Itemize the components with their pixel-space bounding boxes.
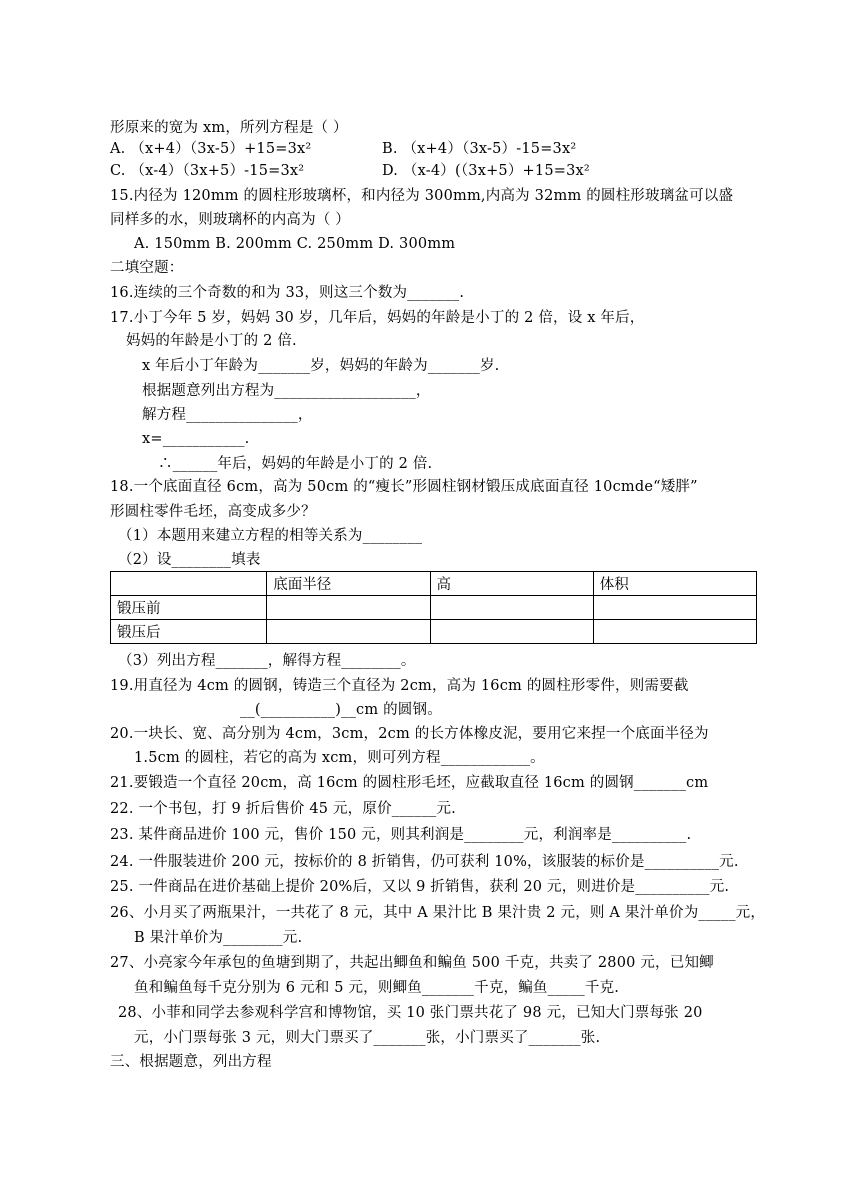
question-19-cont: __(__________)__cm 的圆钢。 [240, 702, 442, 718]
table-cell: 锻压前 [111, 596, 267, 620]
question-18: 18.一个底面直径 6cm，高为 50cm 的“瘦长”形圆柱钢材锻压成底面直径 10cmde“矮胖” [110, 479, 698, 495]
question-21: 21.要锻造一个直径 20cm，高 16cm 的圆柱形毛坯，应截取直径 16cm 的圆钢_______cm [110, 775, 709, 791]
question-27: 27、小亮家今年承包的鱼塘到期了，共起出鲫鱼和鳊鱼 500 千克，共卖了 2800 元，已知鲫 [110, 955, 714, 971]
question-26-cont: B 果汁单价为________元. [134, 930, 303, 946]
table-header-cell: 高 [430, 572, 593, 596]
question-17-ages: x 年后小丁年龄为_______岁，妈妈的年龄为_______岁. [142, 358, 500, 374]
choice-c: C. （x-4）（3x+5）-15=3x² [110, 163, 305, 179]
table-cell [267, 596, 430, 620]
question-18-part2: （2）设________填表 [118, 552, 261, 568]
table-header-cell: 底面半径 [267, 572, 430, 596]
question-24: 24. 一件服装进价 200 元，按标价的 8 折销售，仍可获利 10%，该服装的标价是__________元. [110, 854, 739, 870]
question-27-cont: 鱼和鳊鱼每千克分别为 6 元和 5 元，则鲫鱼_______千克，鳊鱼_____千克. [134, 980, 620, 996]
question-22: 22. 一个书包，打 9 折后售价 45 元，原价______元. [110, 801, 456, 817]
question-28-cont: 元，小门票每张 3 元，则大门票买了_______张，小门票买了_______张. [134, 1030, 601, 1046]
section-heading-2: 二填空题： [110, 260, 184, 276]
question-25: 25. 一件商品在进价基础上提价 20%后，又以 9 折销售，获利 20 元，则进价是__________元. [110, 879, 730, 895]
question-20-cont: 1.5cm 的圆柱，若它的高为 xcm，则可列方程____________。 [134, 750, 545, 766]
table-cell [430, 620, 593, 644]
question-15: 15.内径为 120mm 的圆柱形玻璃杯，和内径为 300mm,内高为 32mm 的圆柱形玻璃盆可以盛 [110, 188, 734, 204]
table-cell [430, 596, 593, 620]
question-18-cont: 形圆柱零件毛坯，高变成多少？ [110, 504, 316, 520]
table-cell [593, 596, 756, 620]
question-15-choices: A. 150mm B. 200mm C. 250mm D. 300mm [134, 236, 456, 252]
question-18-part1: （1）本题用来建立方程的相等关系为________ [118, 528, 423, 544]
question-17-solve: 解方程_______________， [142, 407, 313, 423]
line-1: 形原来的宽为 xm，所列方程是（ ） [110, 120, 348, 136]
question-15-cont: 同样多的水，则玻璃杯的内高为（ ） [110, 212, 351, 228]
table-row [111, 596, 757, 620]
question-17-x: x=___________. [142, 431, 250, 447]
table-header-row [111, 572, 757, 596]
question-28: 28、小菲和同学去参观科学宫和博物馆，买 10 张门票共花了 98 元，已知大门票每张 20 [118, 1005, 703, 1021]
choice-d: D. （x-4）(（3x+5）+15=3x² [382, 163, 590, 179]
question-17-cont: 妈妈的年龄是小丁的 2 倍. [126, 333, 297, 349]
table-cell: 锻压后 [111, 620, 267, 644]
question-17-equation: 根据题意列出方程为___________________， [142, 383, 431, 399]
question-19: 19.用直径为 4cm 的圆钢，铸造三个直径为 2cm，高为 16cm 的圆柱形零件，则需要截 [110, 678, 689, 694]
question-16: 16.连续的三个奇数的和为 33，则这三个数为_______. [110, 285, 465, 301]
table-header-cell [111, 572, 267, 596]
question-20: 20.一块长、宽、高分别为 4cm，3cm，2cm 的长方体橡皮泥，要用它来捏一个底面半径为 [110, 726, 709, 742]
question-23: 23. 某件商品进价 100 元，售价 150 元，则其利润是________元，利润率是__________. [110, 827, 692, 843]
choice-b: B. （x+4）（3x-5）-15=3x² [382, 141, 577, 157]
choice-a: A. （x+4）（3x-5）+15=3x² [110, 141, 312, 157]
question-17-therefore: ∴______年后，妈妈的年龄是小丁的 2 倍. [158, 456, 433, 472]
table-header-cell: 体积 [593, 572, 756, 596]
section-heading-3: 三、根据题意，列出方程 [110, 1054, 272, 1070]
question-17: 17.小丁今年 5 岁，妈妈 30 岁，几年后，妈妈的年龄是小丁的 2 倍，设 x 年后， [110, 310, 645, 326]
table-row [111, 620, 757, 644]
fill-table [110, 571, 757, 644]
question-18-part3: （3）列出方程_______，解得方程________。 [118, 653, 416, 669]
table-cell [267, 620, 430, 644]
table-cell [593, 620, 756, 644]
question-26: 26、小月买了两瓶果汁，一共花了 8 元，其中 A 果汁比 B 果汁贵 2 元，则 A 果汁单价为_____元， [110, 905, 766, 921]
